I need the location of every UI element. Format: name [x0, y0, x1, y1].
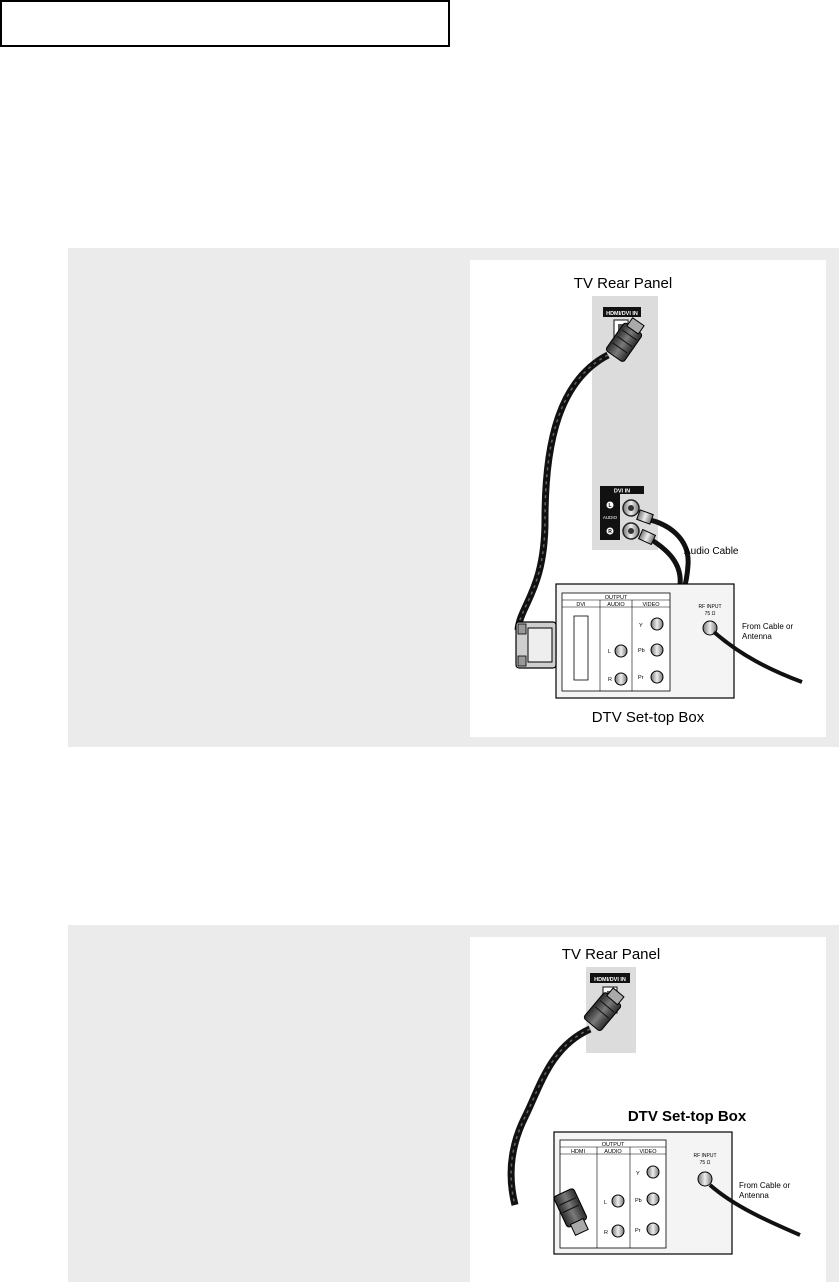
connection-section-dvi: [68, 248, 839, 747]
box-col-audio: AUDIO: [607, 602, 625, 608]
audio-cable-label: Audio Cable: [684, 546, 739, 557]
from-cable-line2-2: Antenna: [739, 1191, 769, 1200]
box-pb: Pb: [638, 648, 645, 654]
section-header-box: [0, 0, 450, 47]
box-audio-l: L: [608, 649, 612, 655]
hdmi-port-label: HDMI/DVI IN: [606, 311, 638, 317]
box-col-audio-2: AUDIO: [604, 1149, 622, 1155]
dvi-connection-diagram: [470, 260, 826, 737]
box-col-video: VIDEO: [642, 602, 660, 608]
box-col-dvi: DVI: [576, 602, 586, 608]
dvi-plug: [516, 622, 556, 668]
box-output-label: OUTPUT: [604, 595, 628, 601]
audio-l-label: L: [608, 503, 612, 509]
hdmi-diagram-svg: [470, 937, 826, 1282]
dtv-set-top-box-2: [554, 1132, 732, 1254]
box-output-label-2: OUTPUT: [601, 1142, 625, 1148]
box-pb-2: Pb: [635, 1198, 642, 1204]
rf-input-line2-2: 75 Ω: [699, 1160, 711, 1166]
box-audio-r: R: [608, 677, 612, 683]
box-y-2: Y: [636, 1171, 640, 1177]
box-audio-l-2: L: [604, 1200, 608, 1206]
box-y: Y: [639, 623, 643, 629]
dtv-set-top-box: [556, 584, 734, 698]
tv-rear-panel-title: TV Rear Panel: [573, 275, 673, 292]
box-col-video-2: VIDEO: [639, 1149, 657, 1155]
tv-rear-panel-title-2: TV Rear Panel: [561, 946, 661, 963]
rf-input-line2: 75 Ω: [704, 611, 716, 617]
from-cable-line1-2: From Cable or: [739, 1181, 791, 1190]
dtv-set-top-box-title-2: DTV Set-top Box: [627, 1108, 747, 1125]
dvi-diagram-svg: [470, 260, 826, 737]
box-pr-2: Pr: [635, 1228, 641, 1234]
connection-section-hdmi: [68, 925, 839, 1282]
rf-input-line1: RF INPUT: [698, 604, 722, 610]
audio-label: AUDIO: [602, 515, 618, 520]
dvi-in-label: DVI IN: [613, 488, 631, 495]
from-cable-line2: Antenna: [742, 632, 772, 641]
rf-input-line1-2: RF INPUT: [693, 1153, 717, 1159]
hdmi-port-label-2: HDMI/DVI IN: [594, 977, 626, 983]
hdmi-connection-diagram: [470, 937, 826, 1282]
dtv-set-top-box-title: DTV Set-top Box: [591, 709, 705, 726]
audio-r-label: R: [608, 529, 612, 535]
from-cable-line1: From Cable or: [742, 622, 794, 631]
box-audio-r-2: R: [604, 1230, 608, 1236]
box-pr: Pr: [638, 675, 644, 681]
box-col-hdmi: HDMI: [570, 1149, 586, 1155]
